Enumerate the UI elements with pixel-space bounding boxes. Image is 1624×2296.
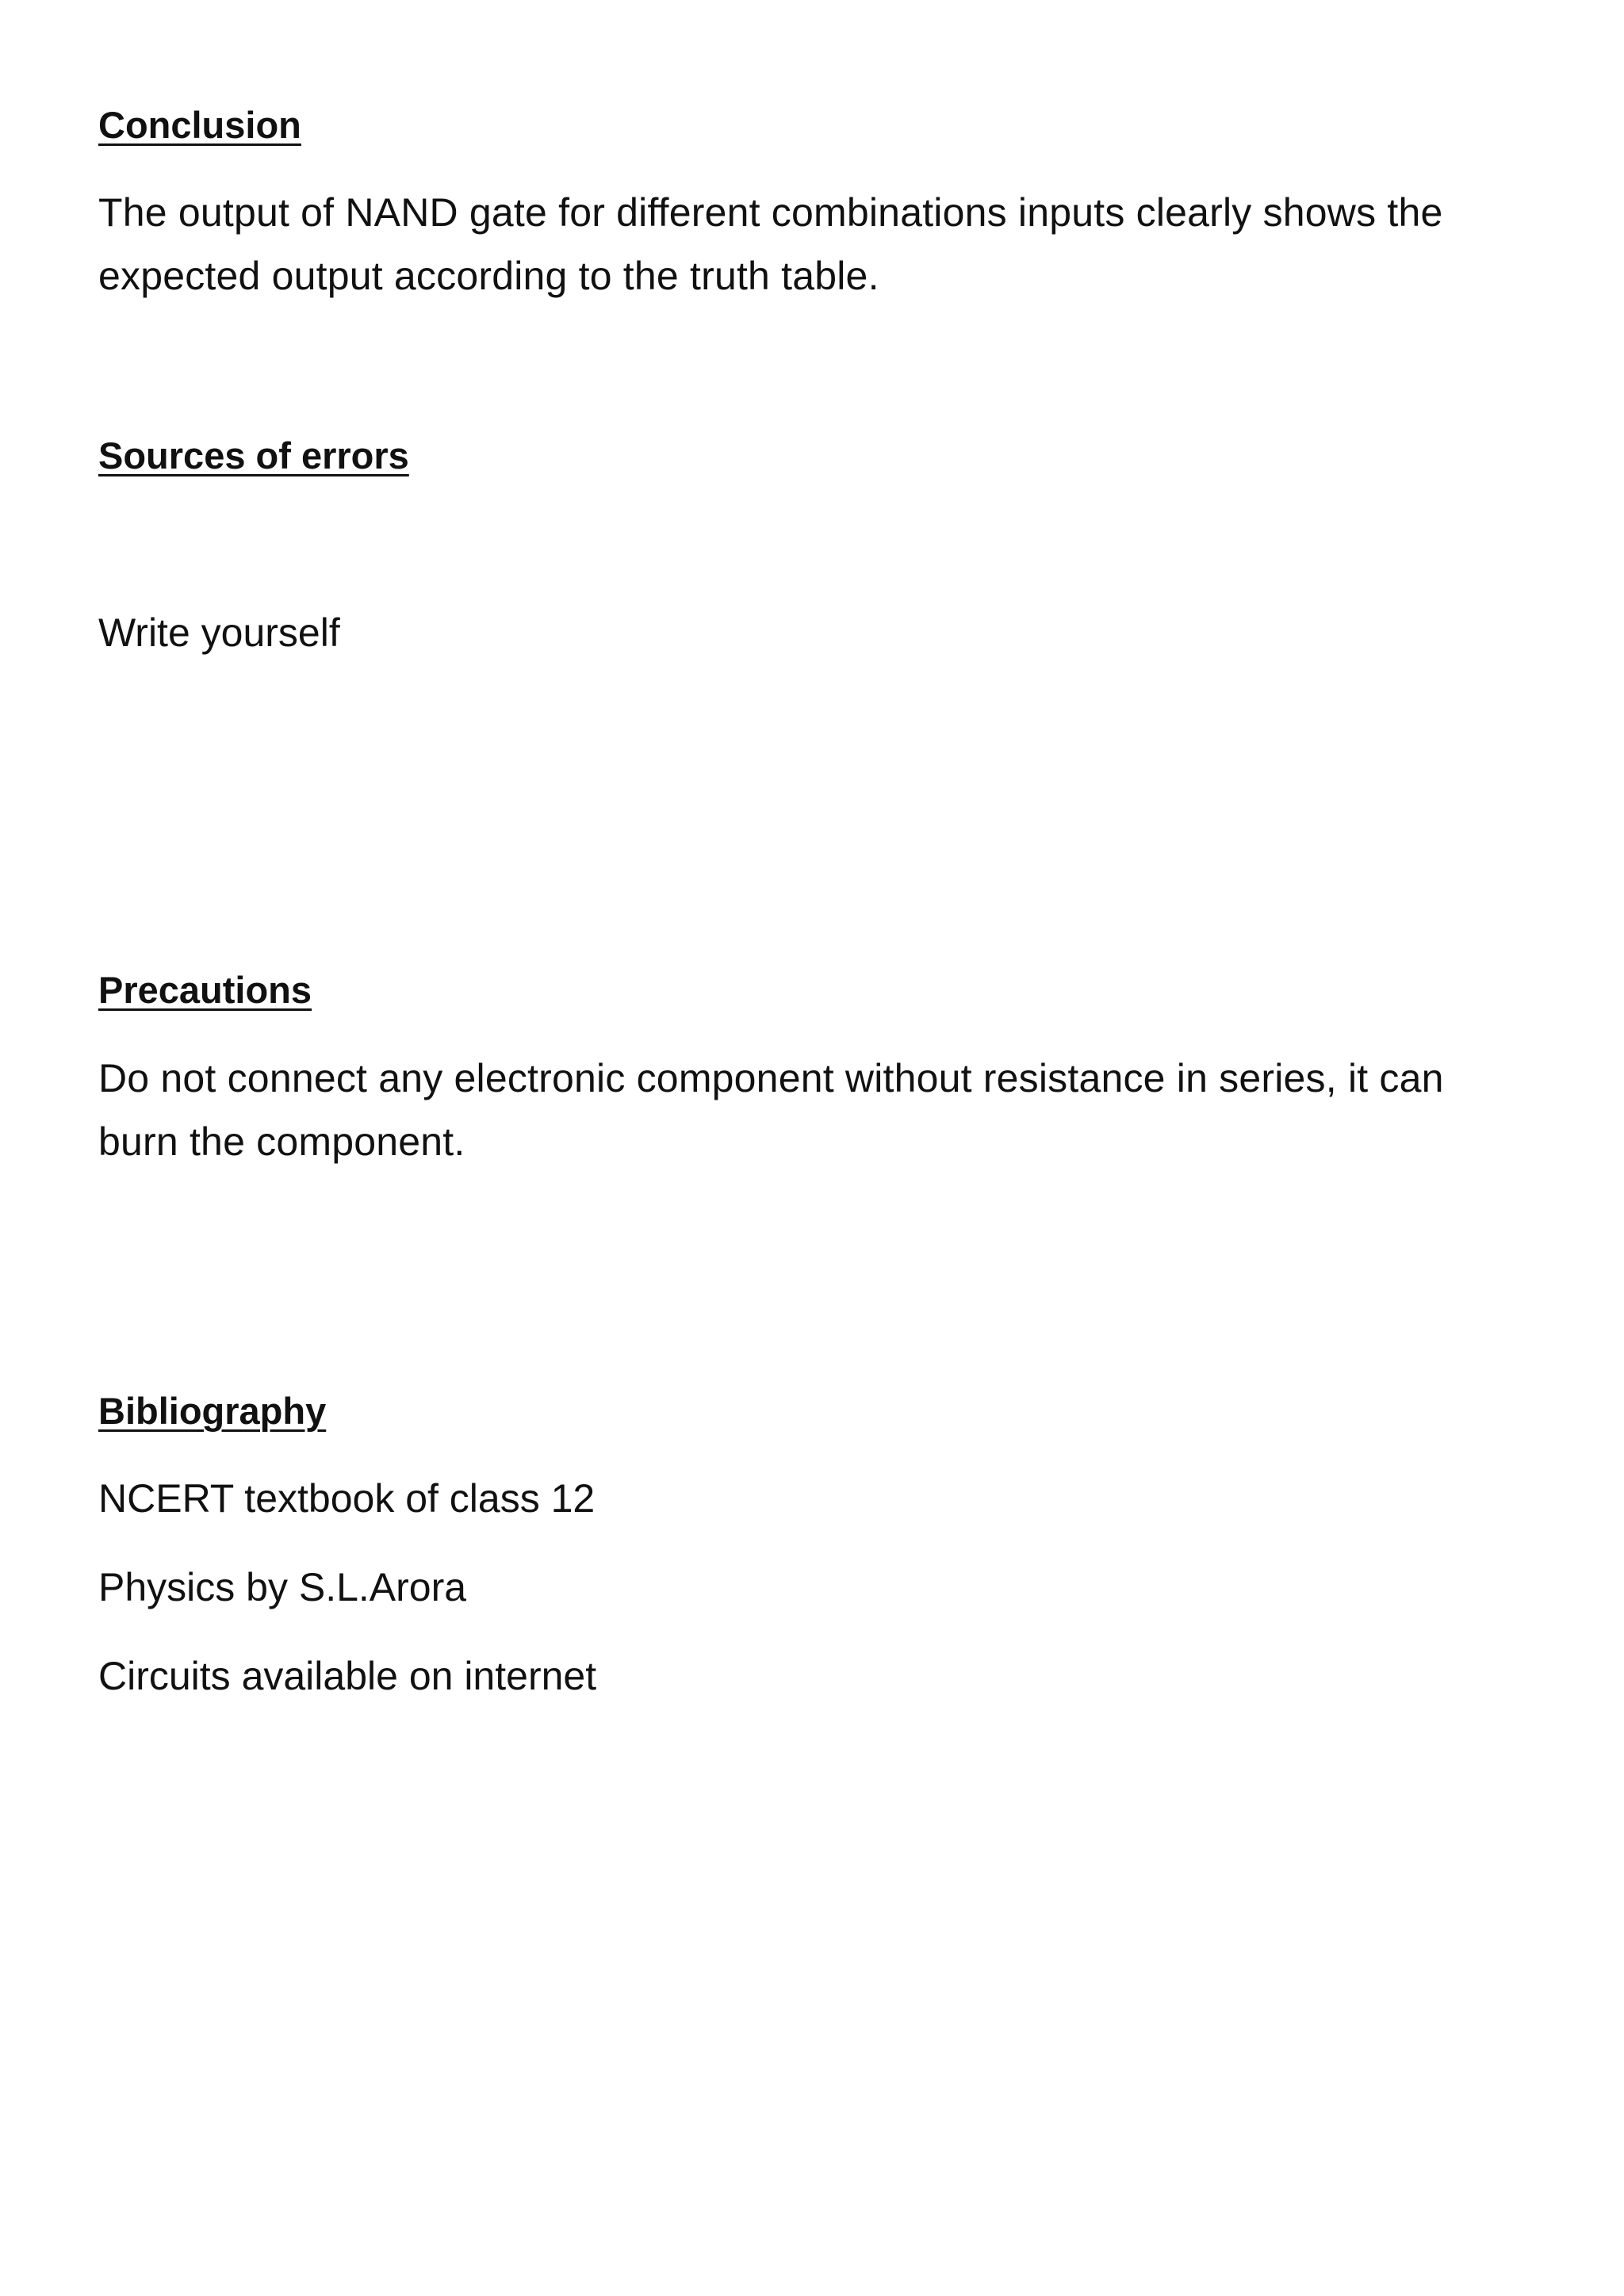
conclusion-body	[98, 181, 1478, 308]
conclusion-text: The output of NAND gate for different combinations inputs clearly shows the expected output according to the truth table.	[98, 190, 1443, 298]
bibliography-item-1: NCERT textbook of class 12	[98, 1476, 596, 1521]
sources-of-errors-body	[98, 607, 1478, 658]
sources-of-errors-text: Write yourself	[98, 610, 340, 655]
sources-of-errors-heading: Sources of errors	[98, 434, 409, 476]
precautions-heading: Precautions	[98, 969, 312, 1011]
precautions-body	[98, 1047, 1478, 1173]
bibliography-item	[98, 1562, 1478, 1613]
bibliography-item	[98, 1651, 1478, 1701]
sources-of-errors-section	[98, 432, 1478, 480]
bibliography-item-2: Physics by S.L.Arora	[98, 1565, 467, 1609]
bibliography-item-3: Circuits available on internet	[98, 1654, 597, 1698]
conclusion-section	[98, 101, 1478, 149]
bibliography-section	[98, 1387, 1478, 1435]
bibliography-heading: Bibliography	[98, 1390, 327, 1432]
precautions-text: Do not connect any electronic component without resistance in series, it can burn the component.	[98, 1056, 1444, 1164]
precautions-section	[98, 966, 1478, 1014]
bibliography-item	[98, 1473, 1478, 1524]
conclusion-heading: Conclusion	[98, 104, 301, 146]
